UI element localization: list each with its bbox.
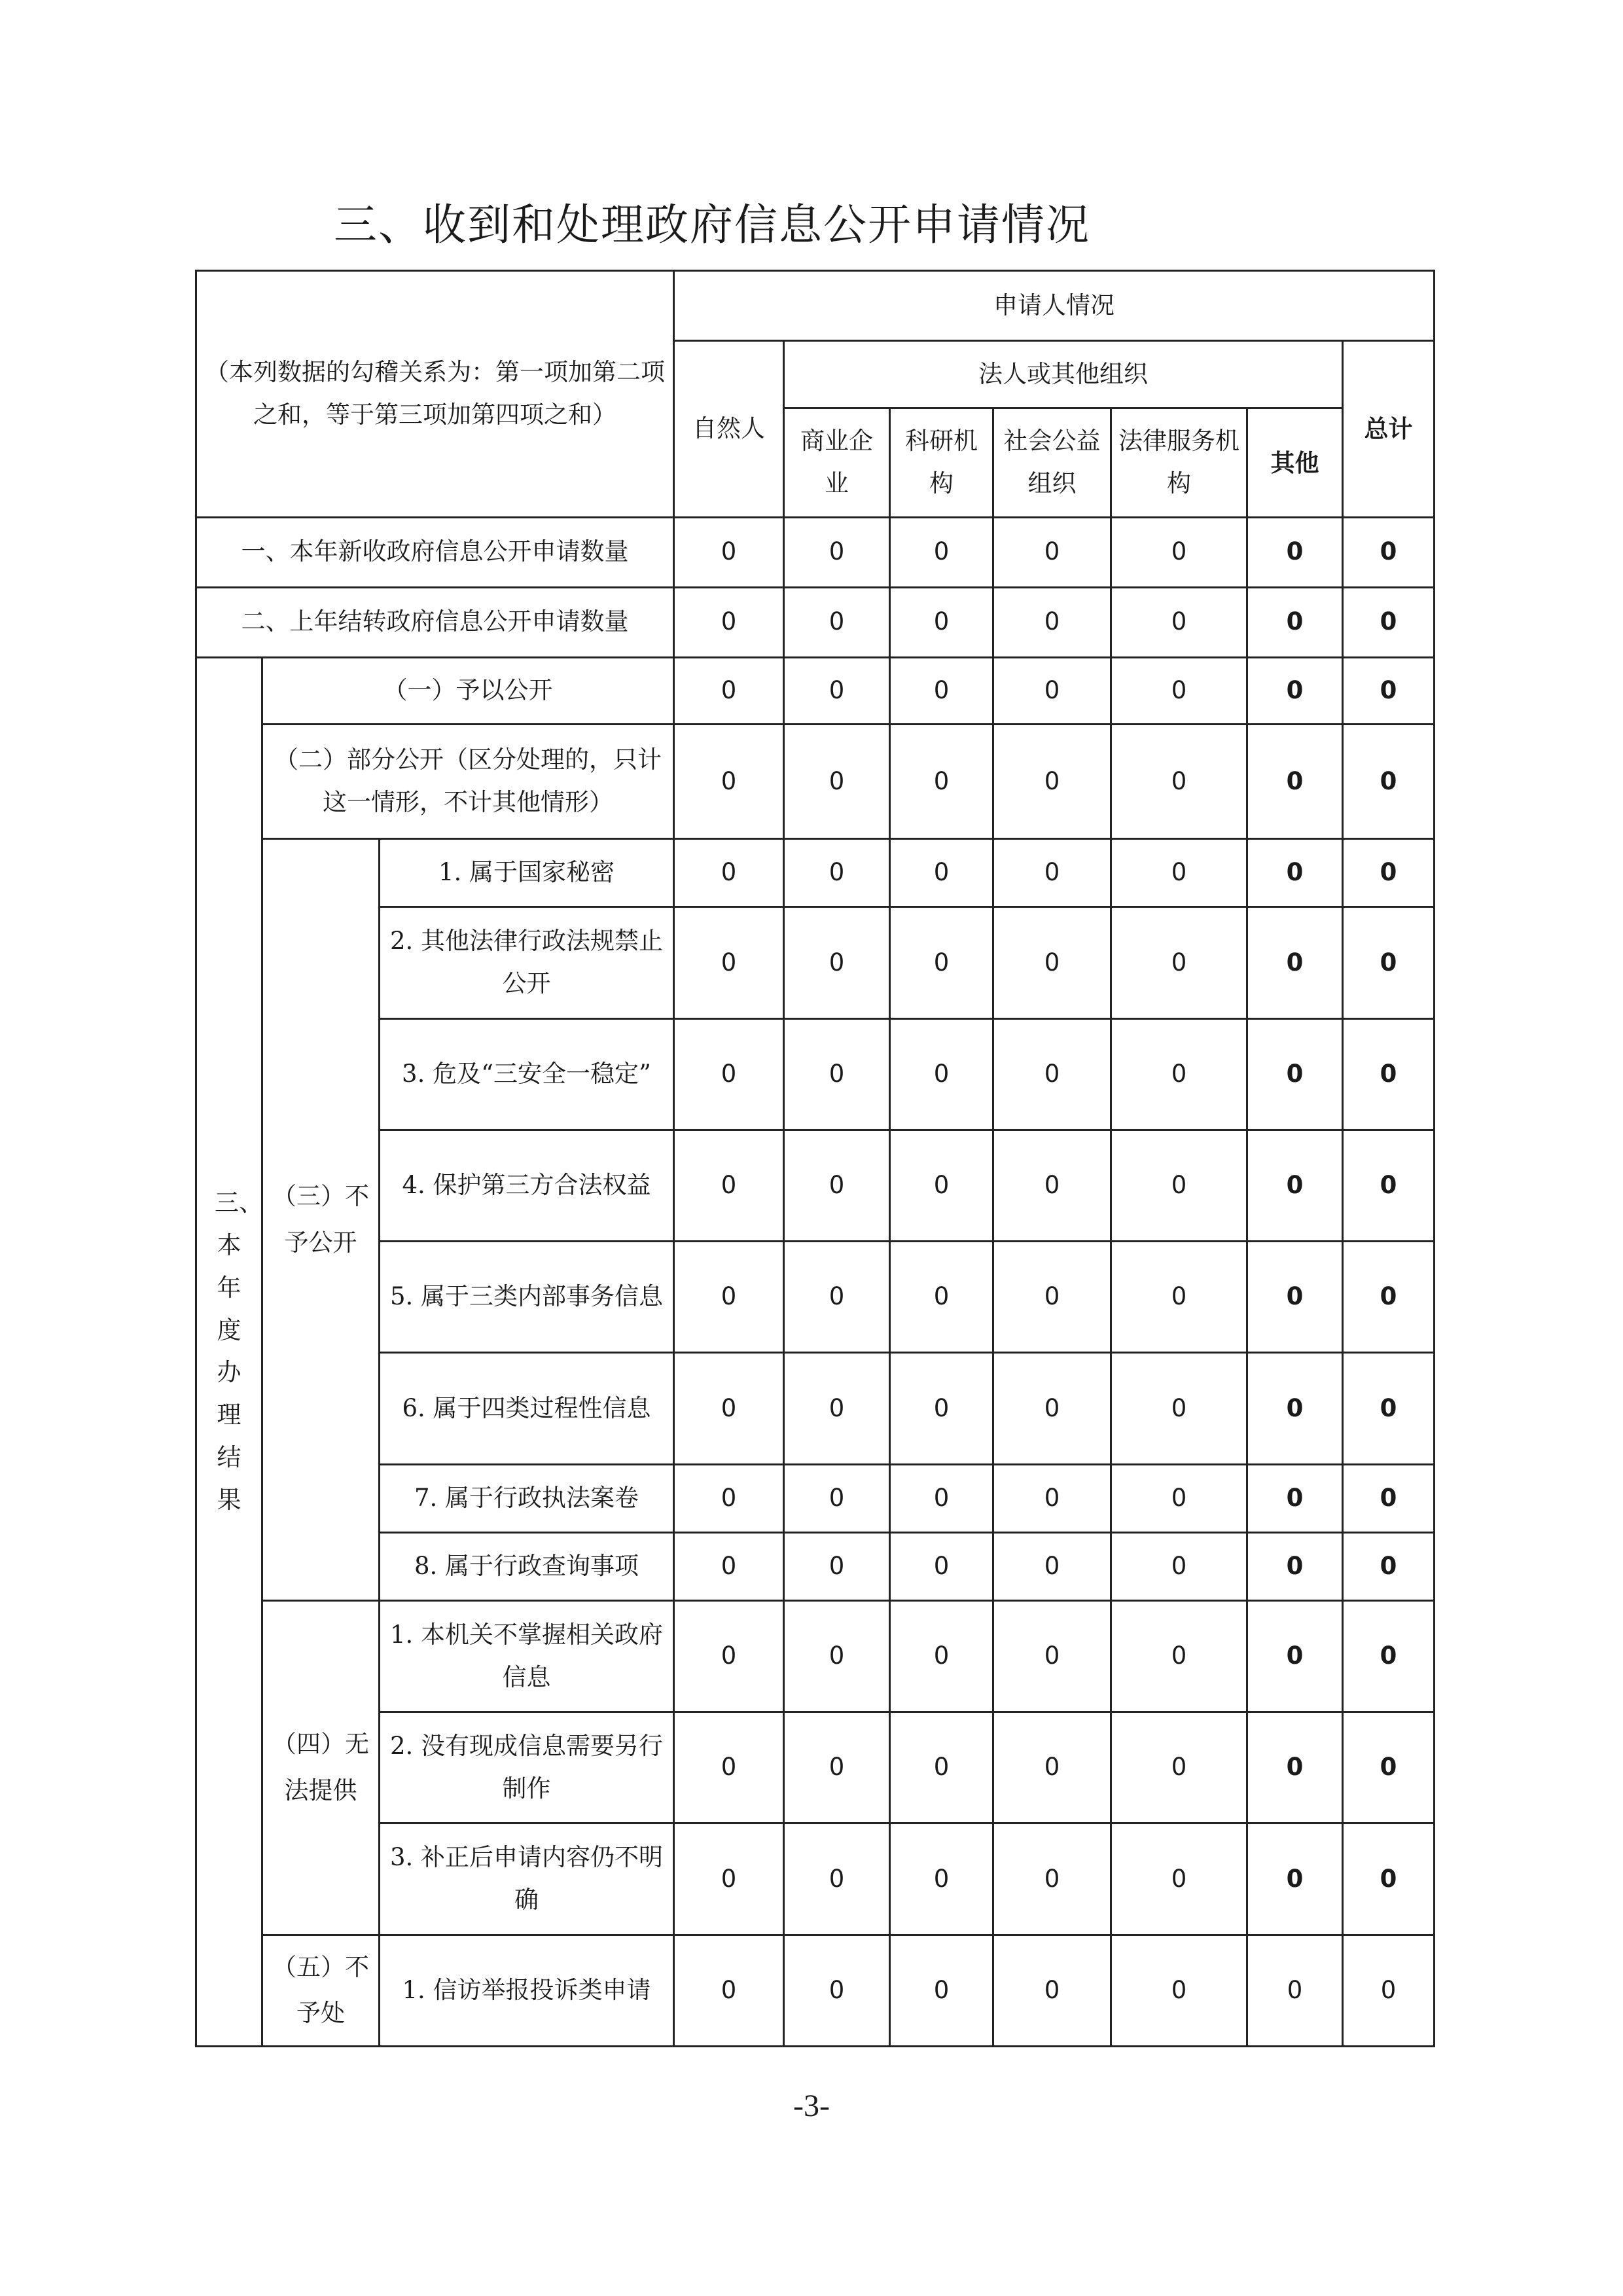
cell-legal-service: 0	[1111, 1823, 1247, 1935]
row-label: （一）予以公开	[262, 657, 674, 724]
cell-social: 0	[993, 1464, 1111, 1532]
row-label: 6. 属于四类过程性信息	[380, 1353, 674, 1464]
cell-social: 0	[993, 907, 1111, 1018]
cell-total: 0	[1343, 1464, 1435, 1532]
cell-commercial: 0	[784, 1242, 890, 1353]
cell-other: 0	[1247, 1532, 1343, 1600]
row-label: 1. 本机关不掌握相关政府信息	[380, 1600, 674, 1712]
cell-total: 0	[1343, 587, 1435, 657]
application-table	[195, 270, 1435, 2047]
table-row	[196, 587, 1435, 657]
table-row	[196, 1823, 1435, 1935]
table-row	[196, 1532, 1435, 1600]
cell-other: 0	[1247, 517, 1343, 587]
cell-legal-service: 0	[1111, 1130, 1247, 1241]
cell-legal-service: 0	[1111, 1712, 1247, 1823]
cell-legal-service: 0	[1111, 517, 1247, 587]
cell-research: 0	[890, 1242, 993, 1353]
cell-total: 0	[1343, 1935, 1435, 2046]
cell-total: 0	[1343, 1130, 1435, 1241]
group-3-label: （三）不予公开	[262, 839, 380, 1601]
cell-total: 0	[1343, 1823, 1435, 1935]
cell-social: 0	[993, 1712, 1111, 1823]
cell-social: 0	[993, 657, 1111, 724]
header-note: （本列数据的勾稽关系为：第一项加第二项之和，等于第三项加第四项之和）	[196, 271, 674, 518]
row-label: 5. 属于三类内部事务信息	[380, 1242, 674, 1353]
table-row	[196, 1464, 1435, 1532]
cell-commercial: 0	[784, 587, 890, 657]
cell-social: 0	[993, 839, 1111, 907]
cell-legal-service: 0	[1111, 587, 1247, 657]
table-row	[196, 517, 1435, 587]
cell-total: 0	[1343, 839, 1435, 907]
table-row	[196, 1712, 1435, 1823]
cell-social: 0	[993, 1242, 1111, 1353]
cell-other: 0	[1247, 907, 1343, 1018]
header-row-1	[196, 271, 1435, 341]
row-label: 7. 属于行政执法案卷	[380, 1464, 674, 1532]
cell-natural-person: 0	[674, 1600, 784, 1712]
cell-legal-service: 0	[1111, 1242, 1247, 1353]
cell-commercial: 0	[784, 517, 890, 587]
cell-natural-person: 0	[674, 1532, 784, 1600]
cell-other: 0	[1247, 1130, 1343, 1241]
cell-research: 0	[890, 724, 993, 838]
cell-natural-person: 0	[674, 839, 784, 907]
cell-legal-service: 0	[1111, 1464, 1247, 1532]
cell-total: 0	[1343, 1600, 1435, 1712]
cell-social: 0	[993, 1018, 1111, 1130]
table-row	[196, 1242, 1435, 1353]
header-legal-group: 法人或其他组织	[784, 341, 1343, 408]
cell-social: 0	[993, 1823, 1111, 1935]
cell-research: 0	[890, 1823, 993, 1935]
table-row	[196, 657, 1435, 724]
cell-legal-service: 0	[1111, 1600, 1247, 1712]
row-label: 8. 属于行政查询事项	[380, 1532, 674, 1600]
cell-total: 0	[1343, 724, 1435, 838]
row-label: 2. 没有现成信息需要另行制作	[380, 1712, 674, 1823]
cell-natural-person: 0	[674, 1935, 784, 2046]
cell-commercial: 0	[784, 1130, 890, 1241]
cell-other: 0	[1247, 587, 1343, 657]
header-commercial: 商业企业	[784, 408, 890, 517]
header-total: 总计	[1343, 341, 1435, 517]
cell-research: 0	[890, 839, 993, 907]
table-row	[196, 1018, 1435, 1130]
cell-other: 0	[1247, 839, 1343, 907]
group-4-label: （四）无法提供	[262, 1600, 380, 1935]
cell-research: 0	[890, 1353, 993, 1464]
cell-research: 0	[890, 587, 993, 657]
cell-other: 0	[1247, 657, 1343, 724]
cell-natural-person: 0	[674, 1464, 784, 1532]
cell-research: 0	[890, 657, 993, 724]
row-label: 3. 危及“三安全一稳定”	[380, 1018, 674, 1130]
group-5-label: （五）不予处	[262, 1935, 380, 2046]
header-research: 科研机构	[890, 408, 993, 517]
cell-natural-person: 0	[674, 1018, 784, 1130]
cell-natural-person: 0	[674, 1712, 784, 1823]
cell-natural-person: 0	[674, 517, 784, 587]
cell-total: 0	[1343, 517, 1435, 587]
cell-commercial: 0	[784, 724, 890, 838]
cell-commercial: 0	[784, 839, 890, 907]
cell-total: 0	[1343, 657, 1435, 724]
page-number: -3-	[793, 2089, 830, 2123]
cell-research: 0	[890, 517, 993, 587]
cell-total: 0	[1343, 1712, 1435, 1823]
cell-natural-person: 0	[674, 587, 784, 657]
row-label: 2. 其他法律行政法规禁止公开	[380, 907, 674, 1018]
cell-other: 0	[1247, 1935, 1343, 2046]
cell-natural-person: 0	[674, 1130, 784, 1241]
cell-other: 0	[1247, 724, 1343, 838]
cell-other: 0	[1247, 1242, 1343, 1353]
cell-commercial: 0	[784, 1935, 890, 2046]
table-row	[196, 907, 1435, 1018]
cell-legal-service: 0	[1111, 907, 1247, 1018]
cell-research: 0	[890, 1532, 993, 1600]
cell-research: 0	[890, 1935, 993, 2046]
header-social: 社会公益组织	[993, 408, 1111, 517]
cell-social: 0	[993, 1600, 1111, 1712]
cell-commercial: 0	[784, 1600, 890, 1712]
cell-legal-service: 0	[1111, 1935, 1247, 2046]
row-label: 1. 信访举报投诉类申请	[380, 1935, 674, 2046]
cell-legal-service: 0	[1111, 1018, 1247, 1130]
row-label: （二）部分公开（区分处理的，只计这一情形，不计其他情形）	[262, 724, 674, 838]
row-label: 1. 属于国家秘密	[380, 839, 674, 907]
cell-commercial: 0	[784, 1353, 890, 1464]
cell-social: 0	[993, 1935, 1111, 2046]
row-label: 二、上年结转政府信息公开申请数量	[196, 587, 674, 657]
cell-total: 0	[1343, 907, 1435, 1018]
cell-social: 0	[993, 587, 1111, 657]
cell-research: 0	[890, 907, 993, 1018]
cell-commercial: 0	[784, 907, 890, 1018]
cell-other: 0	[1247, 1823, 1343, 1935]
header-natural-person: 自然人	[674, 341, 784, 517]
cell-social: 0	[993, 1353, 1111, 1464]
cell-commercial: 0	[784, 1532, 890, 1600]
cell-social: 0	[993, 1130, 1111, 1241]
cell-other: 0	[1247, 1018, 1343, 1130]
cell-other: 0	[1247, 1712, 1343, 1823]
page-title: 三、收到和处理政府信息公开申请情况	[334, 200, 1090, 250]
cell-commercial: 0	[784, 1018, 890, 1130]
cell-natural-person: 0	[674, 657, 784, 724]
cell-commercial: 0	[784, 1464, 890, 1532]
cell-other: 0	[1247, 1353, 1343, 1464]
cell-commercial: 0	[784, 1823, 890, 1935]
cell-legal-service: 0	[1111, 657, 1247, 724]
table-row	[196, 1130, 1435, 1241]
cell-legal-service: 0	[1111, 724, 1247, 838]
cell-legal-service: 0	[1111, 839, 1247, 907]
cell-research: 0	[890, 1464, 993, 1532]
cell-research: 0	[890, 1130, 993, 1241]
cell-research: 0	[890, 1018, 993, 1130]
cell-social: 0	[993, 1532, 1111, 1600]
row-label: 4. 保护第三方合法权益	[380, 1130, 674, 1241]
cell-natural-person: 0	[674, 724, 784, 838]
header-other: 其他	[1247, 408, 1343, 517]
table-row	[196, 724, 1435, 838]
cell-commercial: 0	[784, 1712, 890, 1823]
table-row	[196, 1600, 1435, 1712]
table-row	[196, 1353, 1435, 1464]
cell-research: 0	[890, 1712, 993, 1823]
row-label: 3. 补正后申请内容仍不明确	[380, 1823, 674, 1935]
header-applicant: 申请人情况	[674, 271, 1435, 341]
cell-other: 0	[1247, 1464, 1343, 1532]
cell-natural-person: 0	[674, 1353, 784, 1464]
cell-social: 0	[993, 517, 1111, 587]
cell-commercial: 0	[784, 657, 890, 724]
cell-legal-service: 0	[1111, 1353, 1247, 1464]
cell-total: 0	[1343, 1018, 1435, 1130]
table-row	[196, 1935, 1435, 2046]
cell-legal-service: 0	[1111, 1532, 1247, 1600]
cell-total: 0	[1343, 1532, 1435, 1600]
cell-other: 0	[1247, 1600, 1343, 1712]
cell-natural-person: 0	[674, 1823, 784, 1935]
cell-research: 0	[890, 1600, 993, 1712]
header-legal-service: 法律服务机构	[1111, 408, 1247, 517]
cell-total: 0	[1343, 1353, 1435, 1464]
cell-natural-person: 0	[674, 907, 784, 1018]
cell-natural-person: 0	[674, 1242, 784, 1353]
table-row	[196, 839, 1435, 907]
cell-social: 0	[993, 724, 1111, 838]
section3-label: 三、本年度办理结果	[196, 657, 262, 2046]
cell-total: 0	[1343, 1242, 1435, 1353]
row-label: 一、本年新收政府信息公开申请数量	[196, 517, 674, 587]
